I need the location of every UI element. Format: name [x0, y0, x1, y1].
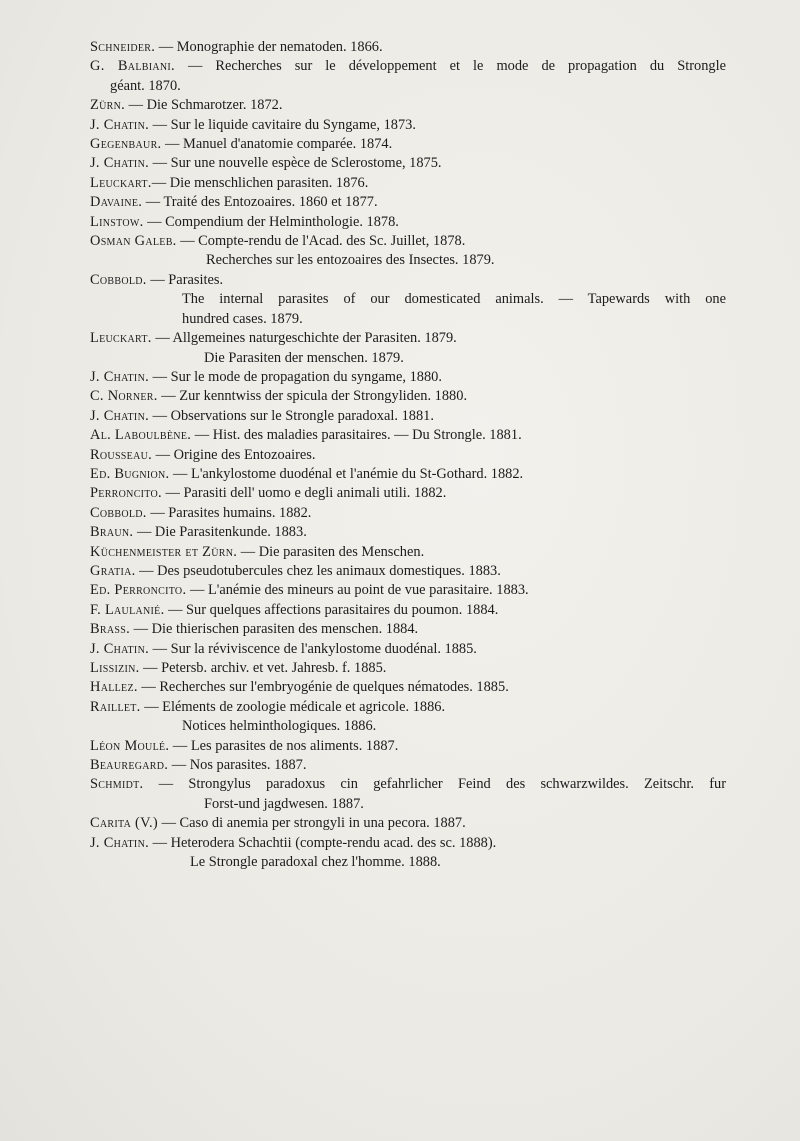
entry-author: Carita (V.): [90, 815, 158, 832]
entry-author: Linstow.: [90, 213, 144, 230]
entry-continuation: Die Parasiten der menschen. 1879.: [204, 349, 404, 366]
entry-author: Braun.: [90, 524, 134, 541]
entry-text: — Parasites.: [146, 271, 224, 288]
entry-continuation: Notices helminthologiques. 1886.: [182, 718, 377, 735]
entry-author: Schmidt.: [90, 776, 144, 793]
bibliography-entry: [90, 116, 726, 135]
entry-text: — Sur quelques affections parasitaires du poumon. 1884.: [164, 601, 499, 618]
entry-author: Cobbold.: [90, 504, 147, 521]
entry-author: Perroncito.: [90, 485, 162, 502]
entry-text: — Sur une nouvelle espèce de Sclerostome, 1875.: [149, 155, 442, 172]
entry-text: — L'anémie des mineurs au point de vue parasitaire. 1883.: [186, 582, 529, 599]
bibliography-entry: [90, 523, 726, 542]
entry-text: — Les parasites de nos aliments. 1887.: [169, 737, 399, 754]
entry-text: — Parasites humains. 1882.: [146, 504, 312, 521]
entry-author: Lissizin.: [90, 660, 140, 676]
entry-continuation: Forst-und jagdwesen. 1887.: [204, 795, 364, 812]
bibliography-entry: [90, 96, 726, 115]
bibliography-entry: [90, 426, 726, 445]
bibliography-entry: [90, 271, 726, 329]
entry-continuation: The internal parasites of our domesticated animals. — Tapewards with one: [182, 291, 726, 308]
bibliography-entry: [90, 543, 726, 562]
entry-text: — Zur kenntwiss der spicula der Strongyliden. 1880.: [157, 388, 468, 405]
bibliography-entry: [90, 193, 726, 212]
entry-text: — Traité des Entozoaires. 1860 et 1877.: [142, 194, 378, 211]
bibliography-list: [90, 38, 726, 872]
bibliography-entry: [90, 737, 726, 756]
entry-author: Schneider.: [90, 39, 156, 55]
entry-text: — Petersb. archiv. et vet. Jahresb. f. 1885.: [139, 660, 387, 676]
bibliography-entry: [90, 213, 726, 232]
entry-author: Leuckart.: [90, 174, 152, 191]
entry-text: — Allgemeines naturgeschichte der Parasiten. 1879.: [151, 330, 457, 347]
entry-author: Zürn.: [90, 97, 126, 114]
entry-text: — Die Schmarotzer. 1872.: [125, 97, 283, 114]
entry-text: — L'ankylostome duodénal et l'anémie du St-Gothard. 1882.: [169, 465, 524, 482]
entry-text: — Heterodera Schachtii (compte-rendu acad. des sc. 1888).: [149, 834, 497, 851]
entry-author: Cobbold.: [90, 271, 147, 288]
entry-author: C. Norner.: [90, 388, 158, 405]
entry-author: Gratia.: [90, 562, 136, 579]
bibliography-entry: [90, 814, 726, 833]
entry-text: — Strongylus paradoxus cin gefahrlicher Feind des schwarzwildes. Zeitschr. fur: [143, 776, 726, 793]
bibliography-entry: [90, 135, 726, 154]
bibliography-entry: [90, 601, 726, 620]
entry-continuation: Le Strongle paradoxal chez l'homme. 1888.: [190, 854, 441, 871]
entry-text: — Sur le mode de propagation du syngame, 1880.: [149, 368, 442, 385]
entry-text: — Hist. des maladies parasitaires. — Du Strongle. 1881.: [191, 427, 522, 444]
entry-first-line: [90, 775, 726, 794]
entry-text: — Monographie der nematoden. 1866.: [155, 39, 383, 55]
bibliography-entry: [90, 407, 726, 426]
entry-text: — Compendium der Helminthologie. 1878.: [143, 213, 399, 230]
entry-author: J. Chatin.: [90, 834, 149, 851]
bibliography-entry: [90, 446, 726, 465]
entry-author: Brass.: [90, 621, 131, 638]
entry-text: — Origine des Entozoaires.: [152, 446, 316, 463]
entry-author: J. Chatin.: [90, 640, 149, 657]
entry-text: — Nos parasites. 1887.: [168, 757, 307, 774]
bibliography-entry: [90, 581, 726, 600]
entry-text: — Compte-rendu de l'Acad. des Sc. Juillet, 1878.: [176, 233, 466, 250]
bibliography-entry: [90, 484, 726, 503]
entry-text: — Caso di anemia per strongyli in una pecora. 1887.: [157, 815, 466, 832]
entry-continuation: géant. 1870.: [110, 77, 181, 94]
entry-author: J. Chatin.: [90, 155, 149, 172]
entry-author: Osman Galeb.: [90, 233, 177, 250]
bibliography-entry: [90, 174, 726, 193]
bibliography-entry: [90, 504, 726, 523]
bibliography-entry: [90, 659, 726, 678]
bibliography-entry: [90, 640, 726, 659]
bibliography-entry: [90, 756, 726, 775]
entry-text: — Recherches sur l'embryogénie de quelques nématodes. 1885.: [137, 679, 509, 696]
bibliography-entry: [90, 678, 726, 697]
entry-author: G. Balbiani.: [90, 58, 175, 75]
entry-author: Hallez.: [90, 679, 138, 696]
entry-author: Raillet.: [90, 698, 141, 715]
entry-text: — Eléments de zoologie médicale et agricole. 1886.: [140, 698, 446, 715]
bibliography-entry: [90, 38, 726, 57]
entry-author: J. Chatin.: [90, 368, 149, 385]
bibliography-entry: [90, 620, 726, 639]
bibliography-entry: [90, 834, 726, 873]
entry-author: Leuckart.: [90, 330, 152, 347]
bibliography-entry: [90, 465, 726, 484]
entry-author: J. Chatin.: [90, 116, 149, 133]
bibliography-entry: [90, 562, 726, 581]
entry-author: Al. Laboulbène.: [90, 427, 192, 444]
entry-continuation: hundred cases. 1879.: [182, 310, 303, 327]
entry-text: — Sur la réviviscence de l'ankylostome duodénal. 1885.: [149, 640, 477, 657]
entry-text: — Die thierischen parasiten des menschen. 1884.: [130, 621, 419, 638]
entry-author: Léon Moulé.: [90, 737, 170, 754]
entry-continuation: Recherches sur les entozoaires des Insectes. 1879.: [206, 252, 495, 269]
entry-author: F. Laulanié.: [90, 601, 165, 618]
entry-text: — Die Parasitenkunde. 1883.: [133, 524, 307, 541]
entry-text: — Recherches sur le développement et le mode de propagation du Strongle: [174, 58, 726, 75]
entry-text: — Manuel d'anatomie comparée. 1874.: [161, 136, 393, 153]
entry-author: Davaine.: [90, 194, 143, 211]
entry-author: Ed. Bugnion.: [90, 465, 170, 482]
bibliography-entry: [90, 775, 726, 814]
bibliography-entry: [90, 368, 726, 387]
bibliography-entry: [90, 329, 726, 368]
entry-text: — Parasiti dell' uomo e degli animali utili. 1882.: [161, 485, 447, 502]
bibliography-entry: [90, 232, 726, 271]
entry-author: Beauregard.: [90, 757, 169, 774]
entry-author: Küchenmeister et Zürn.: [90, 543, 238, 560]
bibliography-entry: [90, 698, 726, 737]
entry-first-line: [90, 57, 726, 76]
entry-text: — Die menschlichen parasiten. 1876.: [151, 174, 369, 191]
entry-text: — Observations sur le Strongle paradoxal. 1881.: [149, 407, 434, 424]
entry-author: J. Chatin.: [90, 407, 149, 424]
entry-author: Gegenbaur.: [90, 136, 162, 153]
bibliography-entry: [90, 57, 726, 96]
entry-author: Ed. Perroncito.: [90, 582, 187, 599]
entry-text: — Des pseudotubercules chez les animaux domestiques. 1883.: [135, 562, 501, 579]
bibliography-entry: [90, 154, 726, 173]
entry-text: — Die parasiten des Menschen.: [237, 543, 425, 560]
bibliography-entry: [90, 387, 726, 406]
entry-author: Rousseau.: [90, 446, 153, 463]
entry-text: — Sur le liquide cavitaire du Syngame, 1873.: [149, 116, 416, 133]
